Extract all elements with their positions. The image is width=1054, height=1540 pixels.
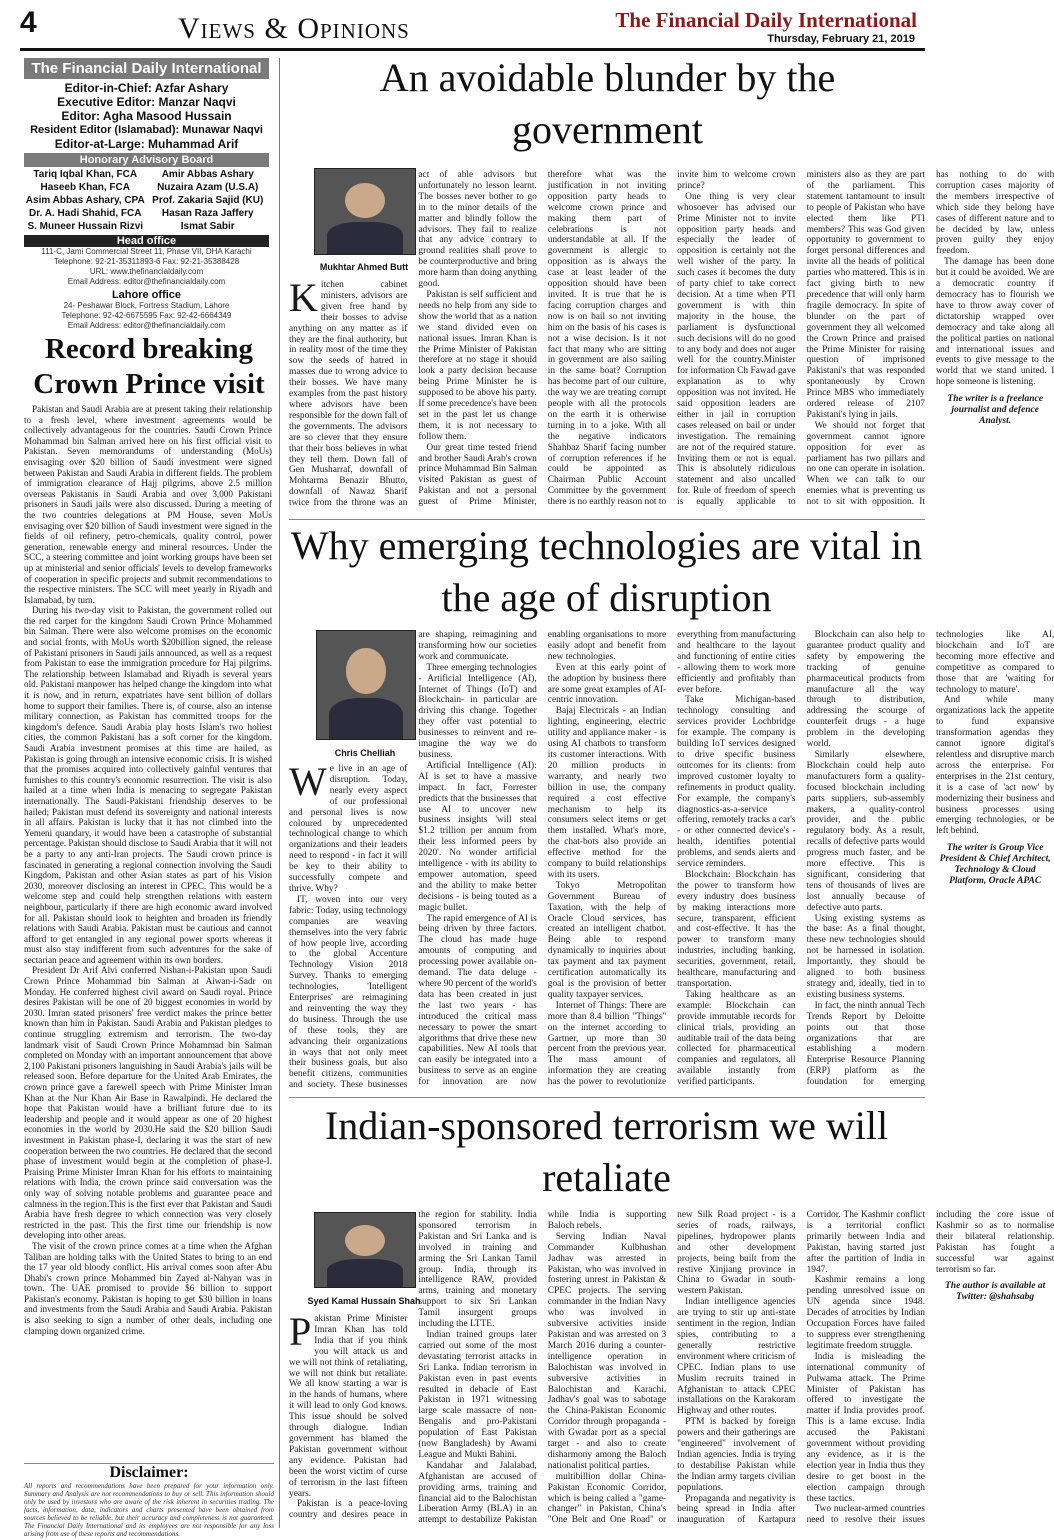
article2-lead: e live in an age of disruption. Today, nearly every aspect of our professional and personal lives is now coloured by unprecedented technological change to which organizations and their leaders need to respond - in fact it will be key to their ability to successfully compete and thrive. Why?: [289, 764, 408, 894]
advisor-name: Hasan Raza Jaffery: [161, 208, 254, 219]
article3-body: [289, 1210, 1054, 1532]
article2-body: [289, 630, 1054, 1094]
advisor-name: Haseeb Khan, FCA: [40, 182, 130, 193]
editorial-body: [24, 404, 272, 1456]
article3-paragraph: Serving Indian Naval Commander Kulbhushan Jadhav was arrested in Pakistan, who was involved in fostering unrest in Pakistan & CPEC projects. The serving commander in the Indian Navy who was involved in subversive activities inside Pakistan and was arrested on 3 March 2016 during a counter-intelligence operation in Balochistan was involved in subversive activities in Balochistan and Karachi. Jadhav's goal was to sabotage the China-Pakistan Economic Corridor through propaganda - with Gwadar port as a special target - and also to create disharmony among the Baloch nationalist political parties.: [547, 1231, 667, 1471]
article3-paragraph: Kandahar and Jalalabad, Afghanistan are accused of providing arms, training and financial aid to the Balochistan Liberation Army (BLA) in an attempt to destabilize Pakistan while India is supporting Baloch rebels.: [418, 1210, 667, 1526]
article2-paragraph: Take Michigan-based technology consulting and services provider Lochbridge for example. The company is building IoT services designed to drive specific business outcomes for its clients: from improved customer loyalty to refinements in product quality. For example, the company's diagnostics-as-a-service offering, remotely tracks a car's - or other connected device's - health, identifies potential problems, and sends alerts and service reminders.: [677, 695, 796, 870]
address-line: 24- Peshawar Block, Fortress Stadium, Lahore: [63, 301, 230, 310]
staff-line: Editor-in-Chief: Azfar Ashary: [64, 81, 229, 95]
article3-paragraph: [289, 1309, 408, 1499]
photo-space: [289, 1210, 407, 1314]
article2-paragraph: Three emerging technologies - Artificial Intelligence (AI), Internet of Things (IoT) and Blockchain- in particular are driving this change. Together they offer vast potential to businesses to reinvent and re-imagine the way we do business.: [418, 662, 537, 760]
article1-lead: itchen cabinet ministers, advisors are given free hand by their bosses to advise anything on any matter as if they are the final authority, but in reality most of the time they sow the seeds of hatred in masses due to wrong advice to their bosses. We have many examples from the past history where advisors have been responsible for the down fall of the governments. The advisors are so clever that they ensure that their boss believes in what they tell them. Down fall of Gen Musharraf, downfall of Mohtarma Benazir Bhutto, downfall of Nawaz Sharif twice from the throne was an act of able advisors but unfortunately no lesson learnt. The bosses never bother to go in to the minor details of the matter and blindly follow the advisors. They fail to realize that any advice contrary to ground realities shall prove to be counterproductive and bring more harm than doing anything good.: [289, 170, 537, 509]
column-divider: [279, 58, 280, 1528]
editorial-paragraph: During his two-day visit to Pakistan, the government rolled out the red carpet for the kingdom Saudi Crown Prince Mohammed bin Salman. There were also welcome promises on the economic and social fronts, with MoUs worth $20billion signed, the release of Pakistani prisoners in Saudi jails announced, as well as a request from Pakistan to ease the immigration procedure for Haj pilgrims. The relationship between Islamabad and Riyadh is several years old. Pakistani manpower has helped change the kingdom into what it is now, and in return, expatriates have sent billion of dollars home to support their families. There is, of course, also an intense military connection, as Pakistan has committed troops for the kingdom's defence. Saudi Arabia play hosts Islam's two holiest cities, the common Pakistani has a soft corner for the kingdom. Saudi Arabia investment promises at this time are hailed, as Pakistan is going through an intensive economic crisis. It is wished that the promises acquired into collectively gainful ventures that furnishes to this country's economic resurrection. The visit is also hailed at a time when India is menacing to segregate Pakistan internationally. The Saudi-Pakistani friendship deserves to be hailed; Pakistan must defend its sovereignty and national interests in all affairs. Pakistan is lucky that it has not climbed into the Yemeni quandary, it would have been a catastrophe of substantial percentage. Pakistan should disclose to Saudi Arabia that it will not be a party to any anti-Iran projects. The Saudi crown prince is fascinated in generating a regional connection involving the Saudi Kingdom, Pakistan and other Asian states as part of his Vision 2030, moreover disclosing an interest in CPEC. This would be a welcome step and could help strengthen relations with eastern neighbour, particularly if there are high economic award involved for all. Pakistan should look to heighten and broaden its friendly relations with Saudi Arabia. Pakistan must be cautious and cannot afford to get entangled in any regional power sports whereas it must also stay indifferent from such adventures for the sake of sectarian peace and agreement within its own borders.: [24, 605, 272, 965]
article1-author-note: The writer is a freelance journalist and defence Analyst.: [947, 394, 1043, 427]
article1-paragraph: Our great time tested friend and brother Saudi Arab's crown prince Muhammad Bin Salman visited Pakistan as guest of Pakistan and not a personal guest of Prime Minister, therefore what was the justification in not inviting opposition party heads to welcome crown prince and making them part of celebrations is not understandable at all. If the government is allergic to opposition as is always the case at least leader of the opposition should have been invited. It is true that he is facing corruption charges and now is on bail so not inviting him on the basis of his cases is not a wise decision. Is it not fact that many who are sitting in government are also sailing in the same boat? Corruption has become part of our culture, the way we are treating corrupt people with all the protocols on the earth it is otherwise turning in to a joke. With all the negative indicators Shahbaz Sharif facing number of corruption references if he could be appointed as Chairman Public Account Committee by the government there is no earthly reason not to invite him to welcome crown prince?: [418, 170, 796, 508]
photo-space: [289, 170, 407, 280]
header-rule: [20, 48, 925, 51]
masthead-title: The Financial Daily International: [24, 58, 269, 79]
article2-paragraph: And while many organizations lack the appetite to fund expansive transformation agendas they cannot ignore digital's relentless and disruptive march across the enterprise. For enterprises in the 21st century, it is a case of 'act now' by modernizing their business and business processes using emerging technologies, or be left behind.: [935, 695, 1054, 837]
article2-paragraph: In fact, the ninth annual Tech Trends Report by Deloitte points out that those organizations that are establishing a modern Enterprise Resource Planning (ERP) platform as the foundation for emerging technologies like AI, blockchain and IoT are becoming more effective and competitive as compared to those that are 'waiting for technology to mature'.: [806, 630, 1054, 1088]
article1-headline: An avoidable blunder by the government: [379, 55, 836, 152]
newspaper-brand: The Financial Daily International: [615, 8, 917, 32]
advisory-board-title: Honorary Advisory Board: [24, 153, 269, 167]
lahore-office-title: Lahore office: [111, 289, 182, 301]
photo-space: [289, 630, 407, 764]
disclaimer-title: Disclaimer:: [109, 1464, 189, 1481]
article3-paragraph: India is misleading the international community of Pulwama attack. The Prime Minister of Pakistan has offered to investigate the matter if India provides proof. This is a lame excuse. India accused the Pakistani government without providing any evidence, as it is the election year in India thus they desire to get boost in the election campaign through these tactics.: [806, 1351, 925, 1504]
article3-author-note: The author is available at Twitter: @shahsabg: [945, 1281, 1046, 1303]
staff-line: Editor-at-Large: Muhammad Arif: [54, 137, 239, 151]
article3-paragraph: Propaganda and negativity is being spread in India after inauguration of Kartapura Corridor. The Kashmir conflict is a territorial conflict primarily between India and Pakistan, having started just after the partition of India in 1947.: [677, 1210, 925, 1526]
head-office-title: Head office: [24, 235, 269, 247]
article3-paragraph: Indian intelligence agencies are trying to stir up anti-state sentiment in the region, Indian spies, contributing to a generally restrictive environment where criticism of CPEC. Indian plans to use Muslim recruits trained in Afghanistan to attack CPEC installations on the Karakoram Highway and other routes.: [677, 1297, 796, 1417]
article3-paragraph: PTM is backed by foreign powers and their gatherings are "engineered" involvement of Indian agencies. India is trying to destabilise Pakistan while the Indian army targets civilian populations.: [677, 1417, 796, 1493]
article1-paragraph: One thing is very clear whosoever has advised our Prime Minister not to invite opposition party heads and especially the leader of opposition is certainly not the well wisher of the party. In such cases it becomes the duty of party chief to take correct decision. At a time when PTI government is with thin majority in the house, the parliament is dysfunctional such decisions will do no good to any body and does not auger well for the country.Minister for information Ch Fawad gave explanation as to why opposition was not invited. He said opposition leaders are either in jail in corruption cases released on bail or under investigation. The remaining are not of the required stature. Inviting them or not is equal. This is absolutely ridiculous statement and also uncalled for. Rule of freedom of speech is equally applicable to ministers also as they are part of the parliament. This statement tantamount to insult to people of Pakistan who have elected them like PTI members? This was God given opportunity to government to forget personal differences and invite all the heads of political parties who mattered. This is in fact giving birth to new precedence that will only harm fragile democracy. In spite of blunder on the part of government they all welcomed the Crown Prince and praised the Prime Minister for raising question of imprisoned Pakistani's that was responded spontaneously by Crown Prince MBS who immediately ordered release of 2107 Pakistani's lying in jails.: [677, 170, 925, 508]
address-line: 111-C, Jami Commercial Street 11, Phase VII, DHA Karachi: [41, 247, 252, 256]
page-number: 4: [20, 6, 37, 39]
advisory-board-list: [24, 168, 269, 233]
article2-paragraph: Tokyo Metropolitan Government Bureau of Taxation, with the help of Oracle Cloud services, has created an intelligent chatbot. Being able to respond dynamically to inquiries about tax payment and tax payment certification automatically its goal is the provision of better quality taxpayer services.: [547, 880, 667, 1000]
lahore-office-address: [24, 301, 269, 331]
article2-author-note: The writer is Group Vice President & Chief Architect, Technology & Cloud Platform, Oracle APAC: [939, 843, 1051, 887]
article3-paragraph: Two nuclear-armed countries need to resolve their issues including the core issue of Kashmir so as to normalise their bilateral relationship. Pakistan has fought a successful war against terrorism so far.: [806, 1210, 1054, 1526]
article1-paragraph: Pakistan is self sufficient and needs no help from any side to show the world that as a nation we stand divided even on national issues. Imran Khan is the Prime Minister of Pakistan therefore at no stage it should look a party decision because being Prime Minister he is supposed to be above his party. If some precedence's have been set in the past let us change them, it is not necessary to follow them.: [418, 289, 537, 442]
address-line: Email Address: editor@thefinancialdaily.com: [67, 321, 226, 330]
article2-byline: Chris Chelliah: [334, 748, 396, 758]
section-divider: [289, 1097, 925, 1098]
article3-lead: akistan Prime Minister Imran Khan has told India that if you think you will attack us and we will not think of retaliating, we will not think but retaliate. We all know starting a war is in the hands of humans, where it will lead to only God knows. This issue should be solved through dialogue. Indian government has blamed the Pakistan government without any evidence. Pakistan had been the worst victim of curse of terrorism in the last fifteen years.: [289, 1314, 408, 1499]
editorial-paragraph: President Dr Arif Alvi conferred Nishan-i-Pakistan upon Saudi Crown Prince Mohammad bin Salman at Aiwan-i-Sadr on Monday. He conferred highest civil award on Saudi royal. Prince desires Pakistan will be one of 20 biggest economies in world by 2030. Imran stated prisoners' free verdict makes the prince better known than him in Pakistan. Saudi Arabia and Pakistan pledges to continue struggling extremism and terrorism. The two-day landmark visit of Saudi Crown Prince Mohammad bin Salman completed on Monday with an important announcement that above 2,100 Pakistani prisoners languishing in Saudi Arabia's jails will be released soon. Before departure for the United Arab Emirates, the crown prince gave a farewell speech with Prime Minister Imran Khan at the Nur Khan Air Base in Rawalpindi. He declared the hope that Pakistan would have a brilliant future due to its leadership and people and it would appear as one of 20 highest economies in the world by 2030.He said the $20 billion Saudi investment in Pakistan phase-I, declaring it was the start of new cooperation between the two countries. He declared that the second phase of investment would begin at the completion of phase-I. Praising Prime Minister Imran Khan for his efforts to maintaining relations with India, the crown prince said conversation was the only way of solving notable problems and guarantee peace and calmness in the region.This is the first ever that Pakistan and Saudi Arabia have fresh degree to which connection was very closely restricted in the past. This the first time our friendship is now developing into other areas.: [24, 965, 272, 1241]
article1-paragraph: We should not forget that government cannot ignore opposition for ever as parliament has two pillars and no one can operate in isolation. When we can talk to our enemies what is preventing us not to sit with opposition. It has nothing to do with corruption cases majority of the members irrespective of which side they belong have cases of different nature and to be decided by law, unless proven guilty they enjoy freedom.: [806, 170, 1054, 508]
article2-paragraph: [289, 759, 408, 895]
advisor-name: Tariq Iqbal Khan, FCA: [33, 169, 138, 180]
address-line: Telephone: 92-42-6675595 Fax: 92-42-6664349: [61, 311, 232, 320]
article3-paragraph: Kashmir remains a long pending unresolved issue on UN agenda since 1948. Decades of atrocities by Indian Occupation Forces have failed to suppress ever strengthening legitimate freedom struggle.: [806, 1275, 925, 1351]
article3-paragraph: multibillion dollar China-Pakistan Economic Corridor, which is being called a "game-changer" in Pakistan, China's "One Belt and One Road" or new Silk Road project - is a series of roads, railways, pipelines, hydropower plants and other development projects, being built from the restive Xinjiang province in China to Gwadar in south-western Pakistan.: [547, 1210, 796, 1526]
staff-line: Editor: Agha Masood Hussain: [61, 109, 232, 123]
address-line: URL: www.thefinancialdaily.com: [89, 267, 204, 276]
advisor-name: Prof. Zakaria Sajid (KU): [152, 195, 264, 206]
article2-paragraph: Internet of Things: There are more than 8.4 billion "Things" on the internet according to Gartner, up more than 30 percent from the previous year. The mass amount of information they are creating has the power to revolutionize everything from manufacturing and healthcare to the layout and functioning of entire cities - allowing them to work more efficiently and profitably than ever before.: [547, 630, 796, 1088]
article2-paragraph: Even at this early point of the adoption by business there are some great examples of AI-centric innovation.: [547, 662, 667, 706]
disclaimer-box: [24, 1463, 274, 1538]
advisor-name: Nuzaira Azam (U.S.A): [157, 182, 259, 193]
section-divider: [289, 519, 925, 520]
article3-byline: Syed Kamal Hussain Shah: [307, 1296, 421, 1306]
article2-paragraph: Similarly elsewhere, Blockchain could help auto manufacturers form a quality-focused blockchain including parts suppliers, sub-assembly makers, a quality-control provider, and the public regulatory body. As a result, recalls of defective parts would progress much faster, and be more effective. This is significant, considering that tens of thousands of lives are lost annually because of defective auto parts.: [806, 749, 925, 913]
editorial-paragraph: The visit of the crown prince comes at a time when the Afghan Taliban are holding talks with the United States to bring to an end the 17 year old bloody conflict. His arrival comes soon after Abu Dhabi's crown prince Mohammed bin Zayed al-Nahyan was in town. The UAE promised to provide $6 billion to support Pakistan's economy. Pakistan is hoping to get $30 billion in loans and investments from the Saudi Arabia and Saudi Arabia. Pakistan is also seeking to sign a number of other deals, including one clamping down organized crime.: [24, 1240, 272, 1336]
article2-paragraph: Using existing systems as the base: As a final thought, these new technologies should not be harnessed in isolation. Importantly, they should be aligned to both business strategy and, ideally, tied in to existing business systems.: [806, 913, 925, 1000]
masthead-box: [24, 58, 269, 331]
advisor-name: Dr. A. Hadi Shahid, FCA: [29, 208, 142, 219]
article1-paragraph: The damage has been done but it could be avoided. We are a democratic country if democracy has to flourish we have to throw away cover of dictatorship wrapped over democracy and take along all the political parties on national and international issues and events to give message to the world that we stand united. I hope someone is listening.: [935, 257, 1054, 388]
advisor-name: S. Muneer Hussain Rizvi: [27, 221, 144, 232]
staff-list: [24, 81, 269, 151]
article2-paragraph: Taking healthcare as an example: Blockchain can provide immutable records for clinical trials, providing an auditable trail of the data being collected for pharmaceutical companies and regulators, all available instantly from verified participants.: [677, 989, 796, 1088]
dropcap: K: [289, 275, 318, 320]
issue-date: Thursday, February 21, 2019: [767, 33, 915, 45]
head-office-address: [24, 247, 269, 287]
article3-paragraph: Pakistan is a peace-loving country and desires peace in the region for stability. India sponsored terrorism in Pakistan and Sri Lanka and is involved in training and arming the Sri Lankan Tamil group. India, through its intelligence RAW, provided arms, training and monetary support to six Sri Lankan Tamil insurgent groups including the LTTE.: [289, 1210, 537, 1521]
article2-headline: Why emerging technologies are vital in the age of disruption: [290, 523, 923, 620]
article2-paragraph: The rapid emergence of AI is being driven by three factors. The cloud has made huge amounts of computing and processing power available on-demand. The data deluge - where 90 percent of the world's data has been created in just the last two years - has introduced the critical mass necessary to power the smart algorithms that drive these new capabilities. New AI tools that can easily be integrated into a business to serve as an engine for innovation are now enabling organisations to more easily adopt and benefit from new technologies.: [418, 630, 667, 1088]
dropcap: W: [289, 759, 327, 804]
address-line: Telephone: 92-21-35311893-6 Fax: 92-21-35388428: [53, 257, 240, 266]
address-line: Email Address: editor@thefinancialdaily.com: [67, 277, 226, 286]
article1-body: [289, 170, 1054, 518]
advisor-name: Amir Abbas Ashary: [161, 169, 254, 180]
editorial-headline: Record breaking Crown Prince visit: [33, 333, 265, 400]
article2-paragraph: IT, woven into our very fabric: Today, using technology companies are weaving themselves into the very fabric of how people live, according to the global Accenture Technology Vision 2018 Survey. Thanks to emerging technologies, 'Intelligent Enterprises' are reimagining and reinventing the way they do business. Through the use of these tools, they are advancing their organizations in ways that not only meet their business goals, but also benefit citizens, communities and society. These businesses are shaping, reimagining and transforming how our societies work and communicate.: [289, 630, 537, 1091]
article2-paragraph: Bajaj Electricals - an Indian lighting, engineering, electric utility and appliance maker - is using AI chatbots to transform its customer interactions. With 20 million products in warranty, and nearly two billion in use, the company required a cost effective mechanism to help its consumers select items or get them installed. What's more, the chat-bots also provide an effective method for the company to build relationships with its users.: [547, 706, 667, 880]
dropcap: P: [289, 1309, 312, 1354]
staff-line: Resident Editor (Islamabad): Munawar Naqvi: [30, 124, 263, 136]
article2-paragraph: Blockchain can also help to guarantee product quality and safety by empowering the tracking of genuine pharmaceutical products from manufacture all the way through to distribution, addressing the scourge of counterfeit drugs - a huge problem in the developing world.: [806, 630, 925, 750]
article3-headline: Indian-sponsored terrorism we will retaliate: [324, 1103, 889, 1200]
advisor-name: Asim Abbas Ashary, CPA: [25, 195, 145, 206]
article2-paragraph: Blockchain: Blockchain has the power to transform how every industry does business by making interactions more secure, transparent, efficient and cost-effective. It has the power to transform many industries, including banking, securities, government, retail, healthcare, manufacturing and transportation.: [677, 869, 796, 989]
section-title: Views & Opinions: [178, 12, 410, 45]
editorial-paragraph: Pakistan and Saudi Arabia are at present taking their relationship to a fresh level, where investment agreements would be collectively advantageous for the countries. Saudi Crown Prince Mohammad bin Salman arrived here on his first official visit to Pakistan. Seven memorandums of understanding (MoUs) envisaging over $20 billion of Saudi investment were signed between Pakistan and Saudi Arabia in different fields. The problem of immigration clearance of Hajj pilgrims, above 2.5 million overseas Pakistanis in Saudi Arabia and over 3,000 Pakistani prisoners in Saudi jails were also discussed. During a meeting of the two countries delegations at PM House, seven MoUs envisaging over $20 billion of Saudi investment were signed in the fields of oil refinery, petro-chemicals, quality control, power generation, renewable energy and mineral resources. Under the SCC, a steering committee and joint working groups have been set up at ministerial and senior officials' levels to develop frameworks of cooperation in specific projects and submit recommendations to the respective ministers. The SCC will meet yearly in Riyadh and Islamabad, by turn.: [24, 404, 272, 605]
article2-paragraph: Artificial Intelligence (AI): AI is set to have a massive impact. In fact, Forrester predicts that the businesses that use AI to uncover new business insights 'will steal $1.2 trillion per annum from their less informed peers by 2020'. No wonder artificial intelligence - with its ability to empower automation, speed and the ability to make better decisions - is being touted as a magic bullet.: [418, 760, 537, 913]
advisor-name: Ismat Sabir: [180, 221, 235, 232]
article3-paragraph: Indian trained groups later carried out some of the most devastating terrorist attacks in Sri Lanka. Indian terrorism in Pakistan even in past events resulted in debacle of East Pakistan in 1971 witnessing large scale massacre of non-Bengalis and pro-Pakistani population of East Pakistan (now Bangladesh) by Awami League and Mukti Bahini.: [418, 1329, 537, 1460]
staff-line: Executive Editor: Manzar Naqvi: [57, 95, 236, 109]
article1-byline: Mukhtar Ahmed Butt: [319, 262, 409, 272]
disclaimer-text: All reports and recommendations have been prepared for your information only. Summary and Analysis are not recommendations to buy or sell. This information should only be used by investors who are aware of the risk inherent in securities trading. The facts, information, data, indicators and charts presented have been obtained from sources believed to be reliable, but their accuracy and completeness is not guaranteed. The Financial Daily International and its employees are not responsible for any loss arising from use of these reports and recommendations.: [24, 1482, 274, 1538]
